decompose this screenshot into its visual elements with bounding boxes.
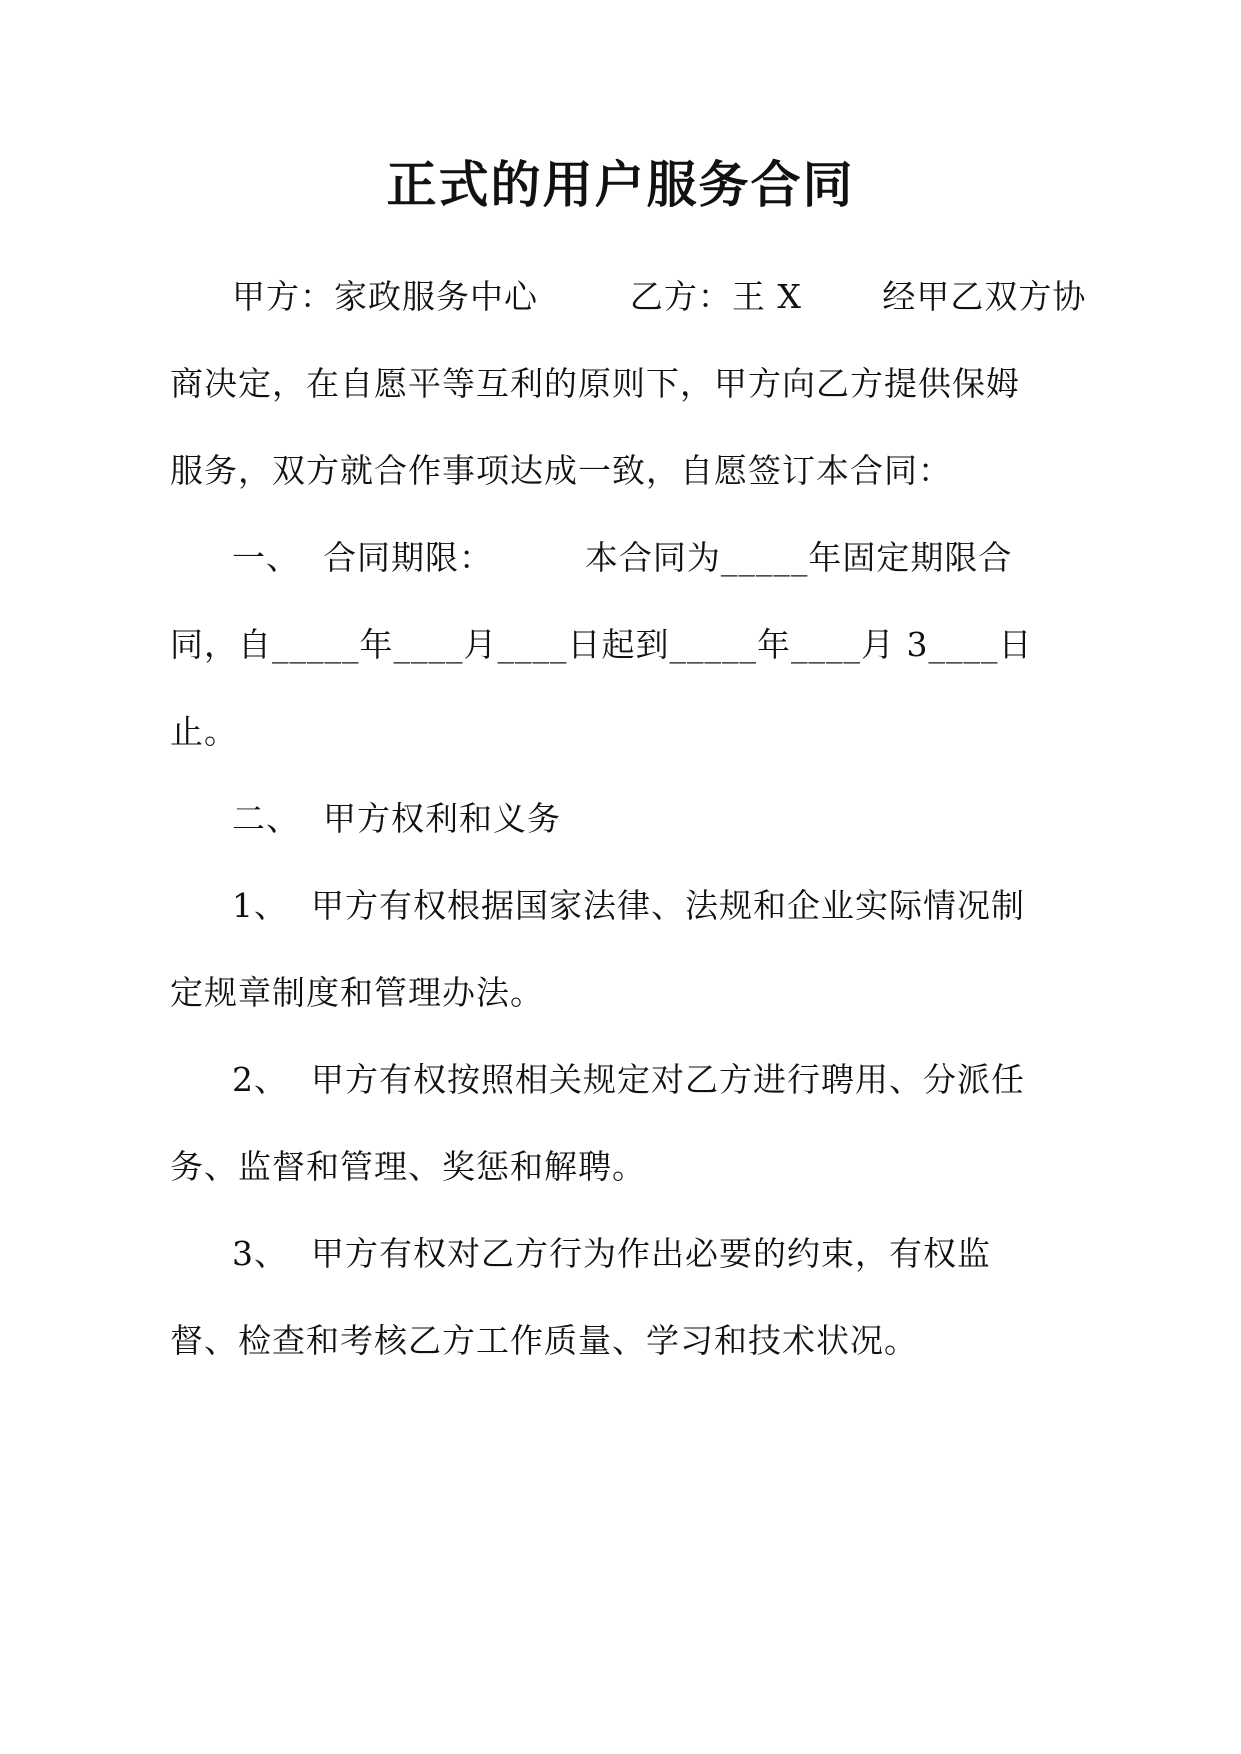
paragraph-line: 一、 合同期限： 本合同为_____年固定期限合	[232, 538, 1013, 577]
paragraph-line: 2、 甲方有权按照相关规定对乙方进行聘用、分派任	[232, 1060, 1025, 1099]
paragraph-line: 定规章制度和管理办法。	[170, 973, 544, 1012]
document-title: 正式的用户服务合同	[386, 156, 855, 214]
section-heading: 二、 甲方权利和义务	[232, 799, 561, 838]
paragraph-line: 务、监督和管理、奖惩和解聘。	[170, 1147, 646, 1186]
paragraph-line: 甲方：家政服务中心 乙方：王 X 经甲乙双方协	[232, 277, 1087, 316]
paragraph-line: 3、 甲方有权对乙方行为作出必要的约束，有权监	[232, 1234, 991, 1273]
paragraph-line: 止。	[170, 712, 238, 751]
paragraph-line: 商决定，在自愿平等互利的原则下，甲方向乙方提供保姆	[170, 364, 1020, 403]
paragraph-line: 督、检查和考核乙方工作质量、学习和技术状况。	[170, 1321, 918, 1360]
paragraph-line: 服务，双方就合作事项达成一致，自愿签订本合同：	[170, 451, 952, 490]
paragraph-line: 1、 甲方有权根据国家法律、法规和企业实际情况制	[232, 886, 1025, 925]
paragraph-line: 同，自_____年____月____日起到_____年____月 3____日	[170, 625, 1033, 664]
